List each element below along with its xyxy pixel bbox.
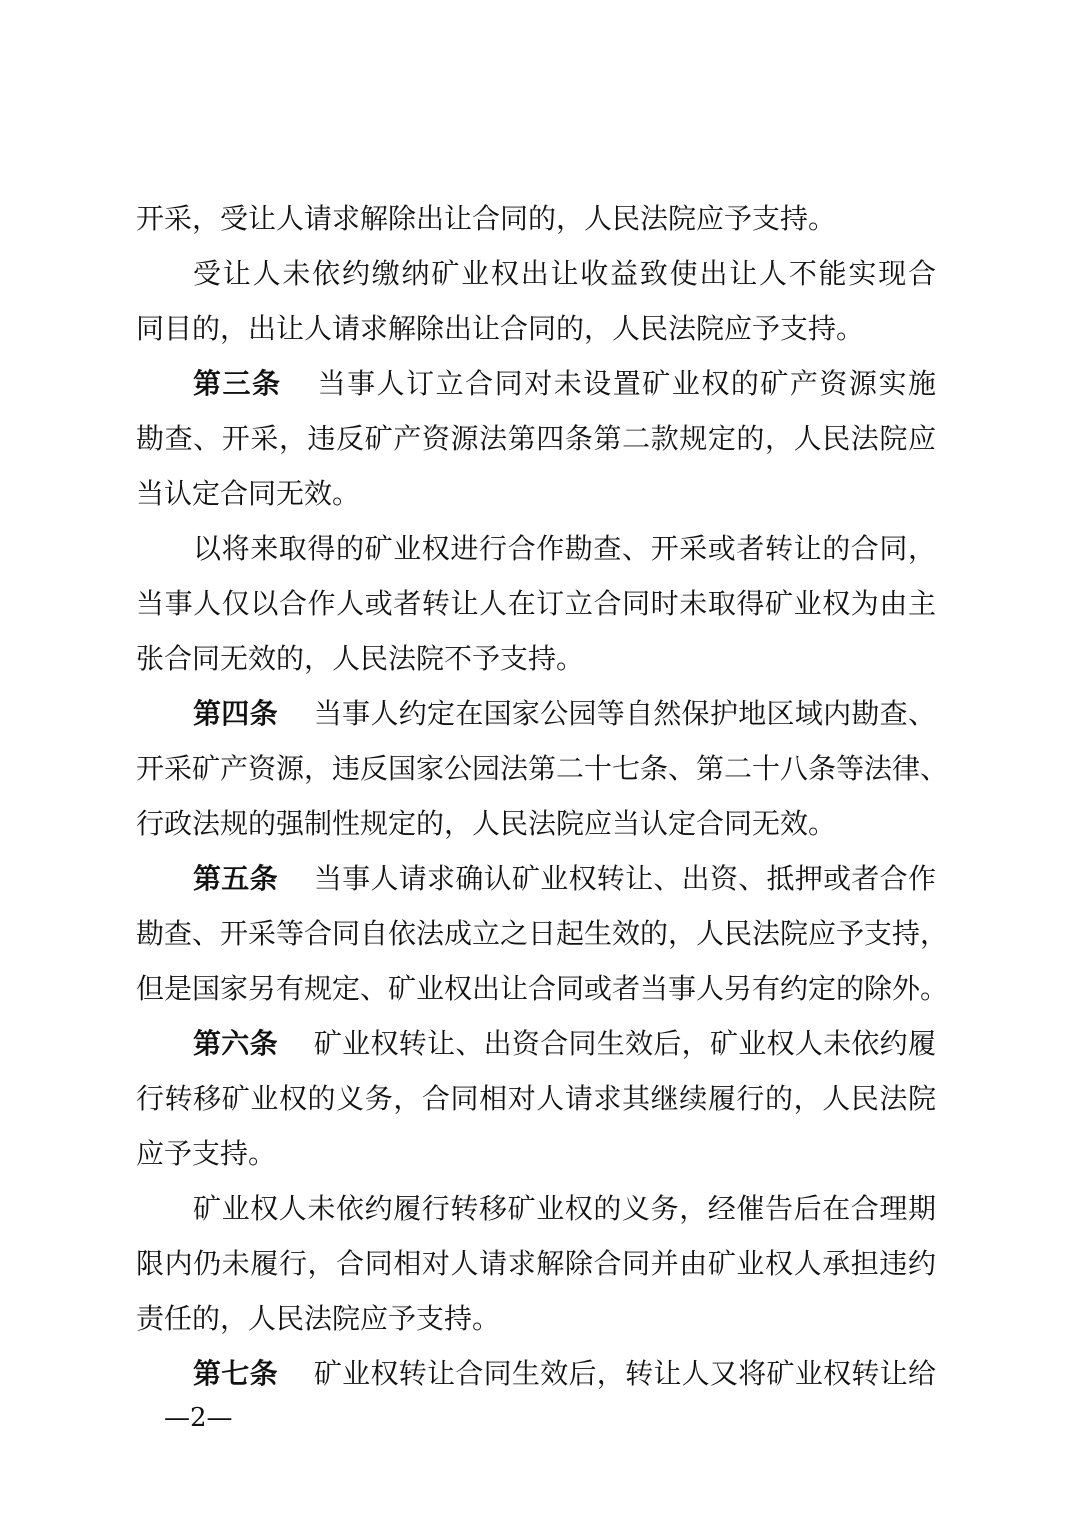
text-line <box>136 631 936 686</box>
text-line <box>136 191 936 246</box>
text-line <box>136 466 936 521</box>
line-text: 限内仍未履行，合同相对人请求解除合同并由矿业权人承担违约 <box>136 1247 936 1280</box>
line-text: 开采矿产资源，违反国家公园法第二十七条、第二十八条等法律、 <box>136 752 949 785</box>
line-text: 应予支持。 <box>136 1137 277 1170</box>
line-text: 责任的，人民法院应予支持。 <box>136 1302 501 1335</box>
line-text: 以将来取得的矿业权进行合作勘查、开采或者转让的合同， <box>193 532 936 565</box>
line-text: 勘查、开采，违反矿产资源法第四条第二款规定的，人民法院应 <box>136 422 936 455</box>
article-3-first-line <box>136 356 936 411</box>
paragraph-first-line <box>136 246 936 301</box>
article-4-first-line <box>136 686 936 741</box>
text-line <box>136 1291 936 1346</box>
line-text: 勘查、开采等合同自依法成立之日起生效的，人民法院应予支持， <box>136 917 949 950</box>
line-text: 当事人约定在国家公园等自然保护地区域内勘查、 <box>313 697 936 730</box>
paragraph-first-line <box>136 1181 936 1236</box>
line-text: 当认定合同无效。 <box>136 477 361 510</box>
line-text: 矿业权转让、出资合同生效后，矿业权人未依约履 <box>313 1027 936 1060</box>
line-text: 行转移矿业权的义务，合同相对人请求其继续履行的，人民法院 <box>136 1082 936 1115</box>
text-line <box>136 411 936 466</box>
line-text: 但是国家另有规定、矿业权出让合同或者当事人另有约定的除外。 <box>136 972 949 1005</box>
body-text <box>136 191 949 1401</box>
text-line <box>136 906 949 961</box>
line-text: 张合同无效的，人民法院不予支持。 <box>136 642 585 675</box>
line-text: 矿业权人未依约履行转移矿业权的义务，经催告后在合理期 <box>193 1192 936 1225</box>
article-number: 第七条 <box>193 1357 278 1390</box>
text-line <box>136 576 936 631</box>
text-line <box>136 961 949 1016</box>
line-text: 矿业权转让合同生效后，转让人又将矿业权转让给 <box>313 1357 936 1390</box>
line-text: 开采，受让人请求解除出让合同的，人民法院应予支持。 <box>136 202 837 235</box>
article-number: 第三条 <box>193 367 282 400</box>
paragraph-first-line <box>136 521 936 576</box>
text-line <box>136 1071 936 1126</box>
article-number: 第四条 <box>193 697 278 730</box>
line-text: 同目的，出让人请求解除出让合同的，人民法院应予支持。 <box>136 312 865 345</box>
line-text: 当事人请求确认矿业权转让、出资、抵押或者合作 <box>313 862 936 895</box>
text-line <box>136 1126 936 1181</box>
article-number: 第六条 <box>193 1027 278 1060</box>
line-text: 受让人未依约缴纳矿业权出让收益致使出让人不能实现合 <box>193 257 936 290</box>
article-6-first-line <box>136 1016 936 1071</box>
text-line <box>136 1236 936 1291</box>
text-line <box>136 741 949 796</box>
article-number: 第五条 <box>193 862 278 895</box>
line-text: 当事人订立合同对未设置矿业权的矿产资源实施 <box>317 367 936 400</box>
article-5-first-line <box>136 851 936 906</box>
article-7-first-line <box>136 1346 936 1401</box>
line-text: 行政法规的强制性规定的，人民法院应当认定合同无效。 <box>136 807 837 840</box>
text-line <box>136 301 936 356</box>
line-text: 当事人仅以合作人或者转让人在订立合同时未取得矿业权为由主 <box>136 587 936 620</box>
text-line <box>136 796 936 851</box>
page-number: —2— <box>164 1403 233 1433</box>
